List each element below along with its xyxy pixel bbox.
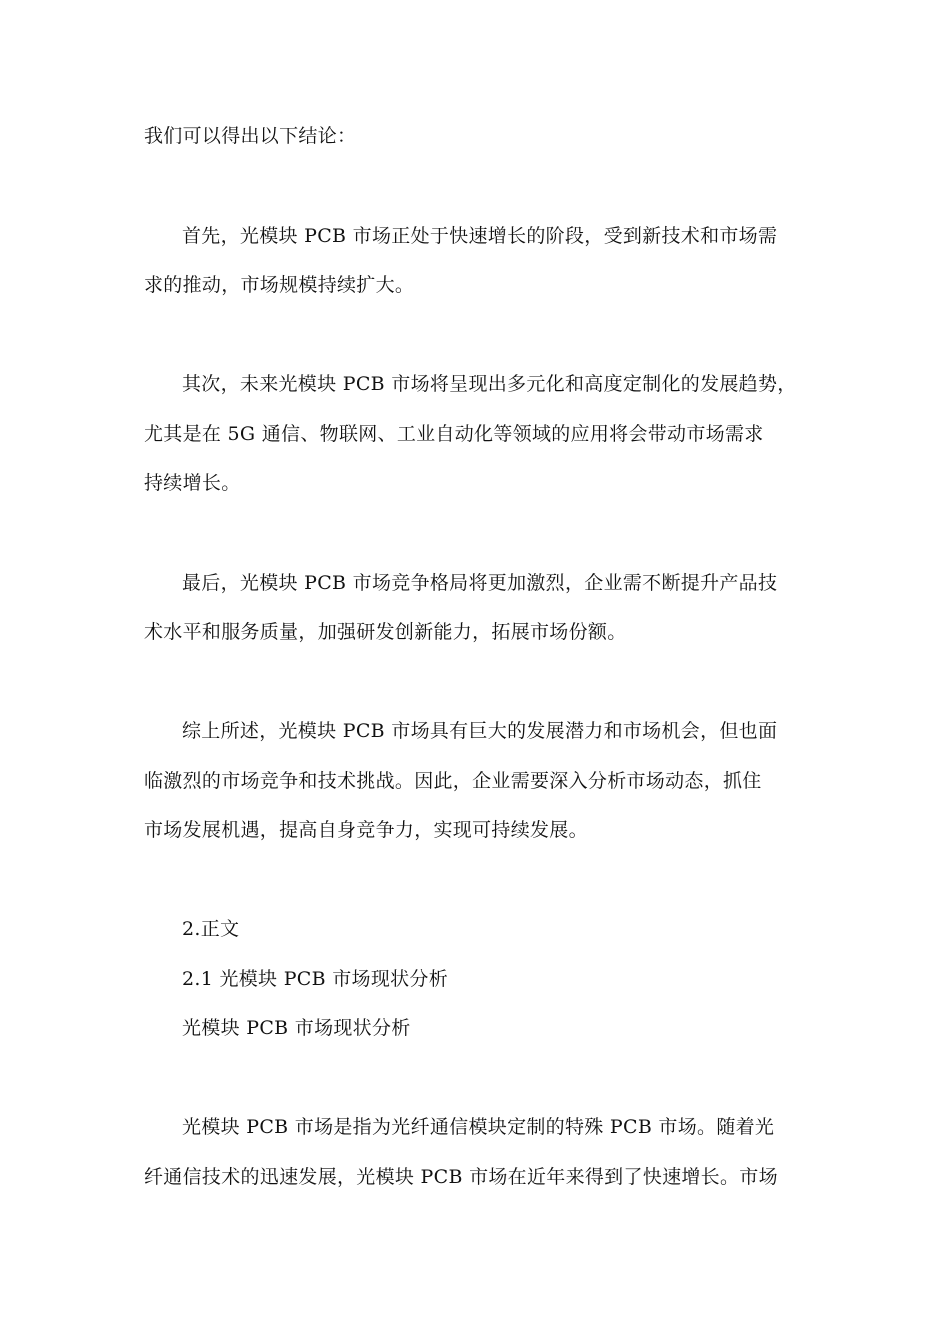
section-heading: 2.正文 bbox=[182, 918, 240, 940]
body-paragraph-line-2: 纤通信技术的迅速发展，光模块 PCB 市场在近年来得到了快速增长。市场 bbox=[144, 1166, 778, 1188]
paragraph-3-line-1: 最后，光模块 PCB 市场竞争格局将更加激烈，企业需不断提升产品技 bbox=[182, 572, 778, 594]
subsection-subtitle: 光模块 PCB 市场现状分析 bbox=[182, 1017, 411, 1039]
paragraph-4-line-3: 市场发展机遇，提高自身竞争力，实现可持续发展。 bbox=[144, 819, 588, 841]
body-paragraph-line-1: 光模块 PCB 市场是指为光纤通信模块定制的特殊 PCB 市场。随着光 bbox=[182, 1116, 775, 1138]
paragraph-4-line-1: 综上所述，光模块 PCB 市场具有巨大的发展潜力和市场机会，但也面 bbox=[182, 720, 778, 742]
paragraph-4-line-2: 临激烈的市场竞争和技术挑战。因此，企业需要深入分析市场动态，抓住 bbox=[144, 770, 762, 792]
paragraph-1-line-2: 求的推动，市场规模持续扩大。 bbox=[144, 274, 415, 296]
paragraph-2-line-2: 尤其是在 5G 通信、物联网、工业自动化等领域的应用将会带动市场需求 bbox=[144, 423, 764, 445]
paragraph-2-line-3: 持续增长。 bbox=[144, 472, 241, 494]
paragraph-2-line-1: 其次，未来光模块 PCB 市场将呈现出多元化和高度定制化的发展趋势， bbox=[182, 373, 797, 395]
paragraph-1-line-1: 首先，光模块 PCB 市场正处于快速增长的阶段，受到新技术和市场需 bbox=[182, 225, 778, 247]
paragraph-intro-line-1: 我们可以得出以下结论： bbox=[144, 125, 357, 147]
paragraph-3-line-2: 术水平和服务质量，加强研发创新能力，拓展市场份额。 bbox=[144, 621, 627, 643]
subsection-heading: 2.1 光模块 PCB 市场现状分析 bbox=[182, 968, 449, 990]
